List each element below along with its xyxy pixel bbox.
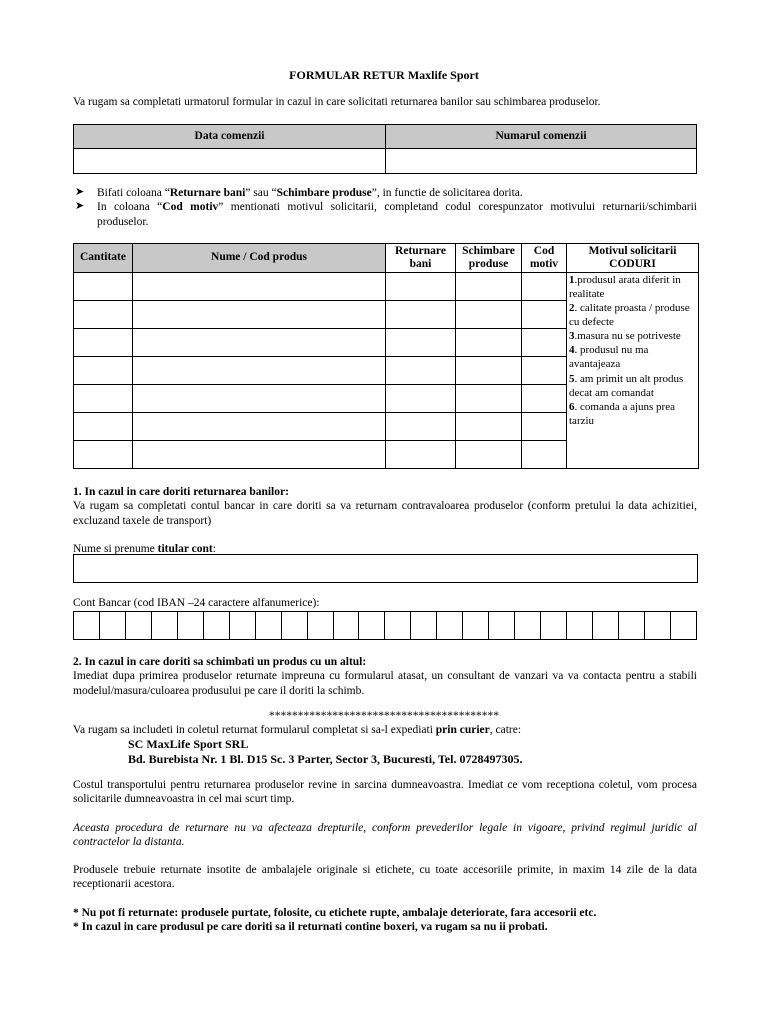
iban-char-box[interactable] <box>463 612 489 640</box>
iban-char-box[interactable] <box>151 612 177 640</box>
reason-code-header: Cod motiv <box>522 244 567 273</box>
iban-char-box[interactable] <box>125 612 151 640</box>
reason-codes-header: Motivul solicitarii CODURI <box>567 244 699 273</box>
company-name: SC MaxLife Sport SRL <box>128 737 249 752</box>
shipping-instructions: Va rugam sa includeti in coletul returnat formularul completat si sa-l expediati prin curier, catre: SC MaxLife Sport SRL Bd. Burebista Nr. 1 Bl. D15 Sc. 3 Parter, Sector 3, Bucuresti, Tel. 0728497305. <box>73 723 697 767</box>
instructions-list <box>73 186 697 229</box>
arrow-bullet-icon: ➤ <box>75 186 85 198</box>
quantity-cell[interactable] <box>74 385 133 413</box>
instruction-item: ➤ In coloana “Cod motiv” mentionati motivul solicitarii, completand codul corespunzator motivului returnarii/schimbarii produselor. <box>75 200 697 228</box>
account-holder-label: Nume si prenume titular cont: <box>73 543 216 556</box>
iban-char-box[interactable] <box>411 612 437 640</box>
iban-char-box[interactable] <box>359 612 385 640</box>
iban-table <box>73 611 697 640</box>
reason-code-cell[interactable] <box>522 441 567 469</box>
iban-char-box[interactable] <box>644 612 670 640</box>
refund-heading: 1. In cazul in care doriti returnarea banilor: <box>73 486 289 498</box>
exchange-checkbox-cell[interactable] <box>456 413 522 441</box>
transport-note: Costul transportului pentru returnarea produselor revine in sarcina dumneavoastra. Imediat ce vom receptiona coletul, vom procesa solicitarile dumneavoastra in cel mai scurt timp. <box>73 779 697 806</box>
refund-header: Returnare bani <box>386 244 456 273</box>
iban-char-box[interactable] <box>670 612 696 640</box>
refund-section <box>73 485 697 557</box>
exchange-heading: 2. In cazul in care doriti sa schimbati un produs cu un altul: <box>73 656 367 668</box>
product-name-cell[interactable] <box>133 413 386 441</box>
refund-checkbox-cell[interactable] <box>386 273 456 301</box>
warnings <box>73 906 697 935</box>
iban-char-box[interactable] <box>437 612 463 640</box>
separator: **************************************** <box>269 710 499 722</box>
iban-char-box[interactable] <box>333 612 359 640</box>
exchange-section <box>73 655 697 698</box>
quantity-cell[interactable] <box>74 357 133 385</box>
reason-code-cell[interactable] <box>522 329 567 357</box>
reason-code-cell[interactable] <box>522 301 567 329</box>
quantity-cell[interactable] <box>74 273 133 301</box>
iban-char-box[interactable] <box>229 612 255 640</box>
quantity-cell[interactable] <box>74 441 133 469</box>
account-holder-field[interactable] <box>73 554 698 583</box>
order-number-header: Numarul comenzii <box>386 125 697 149</box>
iban-char-box[interactable] <box>515 612 541 640</box>
product-name-header: Nume / Cod produs <box>133 244 386 273</box>
reason-code-cell[interactable] <box>522 273 567 301</box>
refund-checkbox-cell[interactable] <box>386 357 456 385</box>
product-name-cell[interactable] <box>133 301 386 329</box>
exchange-checkbox-cell[interactable] <box>456 385 522 413</box>
product-name-cell[interactable] <box>133 441 386 469</box>
refund-checkbox-cell[interactable] <box>386 301 456 329</box>
table-row <box>74 273 699 301</box>
iban-char-box[interactable] <box>385 612 411 640</box>
company-address: Bd. Burebista Nr. 1 Bl. D15 Sc. 3 Parter, Sector 3, Bucuresti, Tel. 0728497305. <box>128 752 523 767</box>
exchange-text: Imediat dupa primirea produselor returnate impreuna cu formularul atasat, un consultant de vanzari va va contacta pentru a stabili modelul/masura/culoarea produsului pe care il doriti la schimb. <box>73 670 697 697</box>
warning-item: * In cazul in care produsul pe care doriti sa il returnati contine boxeri, va rugam sa nu ii probati. <box>73 921 548 934</box>
iban-char-box[interactable] <box>567 612 593 640</box>
iban-char-box[interactable] <box>593 612 619 640</box>
exchange-checkbox-cell[interactable] <box>456 301 522 329</box>
exchange-checkbox-cell[interactable] <box>456 273 522 301</box>
warning-item: * Nu pot fi returnate: produsele purtate, folosite, cu etichete rupte, ambalaje deteriorate, fara accesorii etc. <box>73 907 597 919</box>
reason-code-item: 2. calitate proasta / produse cu defecte <box>569 302 690 329</box>
iban-char-box[interactable] <box>619 612 645 640</box>
iban-char-box[interactable] <box>489 612 515 640</box>
exchange-checkbox-cell[interactable] <box>456 357 522 385</box>
intro-text: Va rugam sa completati urmatorul formular in cazul in care solicitati returnarea banilor sau schimbarea produselor. <box>73 96 601 108</box>
exchange-checkbox-cell[interactable] <box>456 329 522 357</box>
quantity-cell[interactable] <box>74 413 133 441</box>
form-title: FORMULAR RETUR Maxlife Sport <box>289 68 479 82</box>
iban-char-box[interactable] <box>307 612 333 640</box>
product-name-cell[interactable] <box>133 385 386 413</box>
iban-char-box[interactable] <box>177 612 203 640</box>
iban-char-box[interactable] <box>541 612 567 640</box>
refund-checkbox-cell[interactable] <box>386 385 456 413</box>
refund-checkbox-cell[interactable] <box>386 329 456 357</box>
return-products-table <box>73 243 699 469</box>
exchange-checkbox-cell[interactable] <box>456 441 522 469</box>
reason-code-cell[interactable] <box>522 413 567 441</box>
iban-char-box[interactable] <box>99 612 125 640</box>
iban-char-box[interactable] <box>74 612 100 640</box>
reason-code-cell[interactable] <box>522 357 567 385</box>
product-name-cell[interactable] <box>133 273 386 301</box>
reason-code-item: 1.produsul arata diferit in realitate <box>569 274 681 301</box>
iban-char-box[interactable] <box>255 612 281 640</box>
return-conditions-note: Produsele trebuie returnate insotite de ambalajele originale si etichete, cu toate accesoriile primite, in maxim 14 zile de la data receptionarii acestora. <box>73 864 697 891</box>
product-name-cell[interactable] <box>133 329 386 357</box>
refund-text: Va rugam sa completati contul bancar in care doriti sa va returnam contravaloarea produselor (conform pretului la data achizitiei, excluzand taxele de transport) <box>73 500 697 527</box>
order-date-header: Data comenzii <box>74 125 386 149</box>
reason-code-item: 5. am primit un alt produs decat am comandat <box>569 372 684 399</box>
reason-code-item: 3.masura nu se potriveste <box>569 330 681 343</box>
iban-label: Cont Bancar (cod IBAN –24 caractere alfanumerice): <box>73 597 320 609</box>
refund-checkbox-cell[interactable] <box>386 441 456 469</box>
reason-code-cell[interactable] <box>522 385 567 413</box>
order-info-table <box>73 124 697 174</box>
reason-code-item: 4. produsul nu ma avantajeaza <box>569 344 649 371</box>
reason-codes-list <box>567 273 699 469</box>
iban-char-box[interactable] <box>203 612 229 640</box>
instruction-item: ➤ Bifati coloana “Returnare bani” sau “Schimbare produse”, in functie de solicitarea dorita. <box>75 186 523 199</box>
refund-checkbox-cell[interactable] <box>386 413 456 441</box>
iban-char-box[interactable] <box>281 612 307 640</box>
quantity-header: Cantitate <box>74 244 133 273</box>
quantity-cell[interactable] <box>74 301 133 329</box>
quantity-cell[interactable] <box>74 329 133 357</box>
order-date-field[interactable] <box>74 149 386 174</box>
legal-note: Aceasta procedura de returnare nu va afecteaza drepturile, conform prevederilor legale in vigoare, privind regimul juridic al contractelor la distanta. <box>73 822 697 849</box>
reason-code-item: 6. comanda a ajuns prea tarziu <box>569 400 675 427</box>
order-number-field[interactable] <box>386 149 697 174</box>
exchange-header: Schimbare produse <box>456 244 522 273</box>
product-name-cell[interactable] <box>133 357 386 385</box>
arrow-bullet-icon: ➤ <box>75 200 85 213</box>
